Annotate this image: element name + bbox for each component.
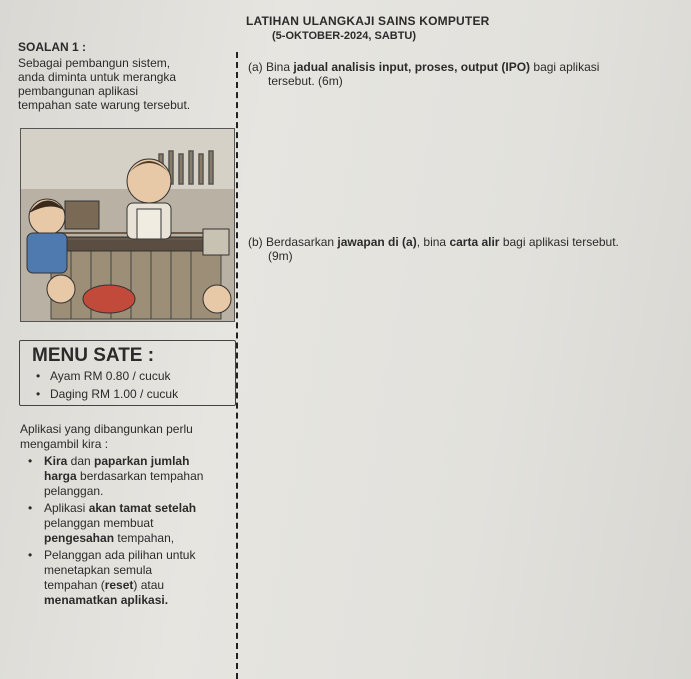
intro-line: pembangunan aplikasi <box>18 84 139 98</box>
intro-text <box>18 56 233 112</box>
req-text: berdasarkan tempahan <box>76 469 204 483</box>
req-text: dan <box>67 454 95 468</box>
req-text: ) atau <box>133 578 165 592</box>
satay-stall-illustration <box>20 128 235 322</box>
menu-title: MENU SATE : <box>32 345 155 366</box>
worksheet-date: (5-OKTOBER-2024, SABTU) <box>272 30 417 42</box>
req-text: akan tamat setelah <box>88 501 197 515</box>
qa-bold: jadual analisis input, proses, output (IPO) <box>293 60 531 74</box>
req-text: reset <box>104 578 134 592</box>
qb-marks: (9m) <box>268 249 293 263</box>
req-text: harga <box>44 469 77 483</box>
intro-line: anda diminta untuk merangka <box>18 70 177 84</box>
req-text: pelanggan membuat <box>44 516 154 530</box>
req-text: pengesahan <box>44 531 115 545</box>
intro-line: tempahan sate warung tersebut. <box>18 98 191 112</box>
requirements <box>20 422 235 610</box>
req-text: pelanggan. <box>44 484 104 498</box>
qb-bold2: carta alir <box>449 235 500 249</box>
req-item <box>20 501 235 546</box>
menu-list <box>20 367 178 403</box>
menu-item: • Ayam RM 0.80 / cucuk <box>20 367 178 385</box>
worksheet-title: LATIHAN ULANGKAJI SAINS KOMPUTER <box>246 14 490 28</box>
question-b <box>248 235 668 263</box>
req-text: menamatkan aplikasi. <box>44 593 169 607</box>
req-list <box>20 454 235 608</box>
req-text: tempahan, <box>114 531 175 545</box>
req-text: paparkan jumlah <box>94 454 190 468</box>
qb-lead: (b) Berdasarkan <box>248 235 338 249</box>
req-text: menetapkan semula <box>44 563 153 577</box>
menu-item: • Daging RM 1.00 / cucuk <box>20 385 178 403</box>
satay-stall-icon <box>21 129 234 321</box>
req-intro-line: mengambil kira : <box>20 437 109 451</box>
req-item <box>20 454 235 499</box>
qa-lead: (a) Bina <box>248 60 294 74</box>
req-text: • Pelanggan ada pilihan untuk <box>44 548 196 562</box>
req-item <box>20 548 235 608</box>
dashed-divider <box>236 52 238 679</box>
question-a <box>248 60 668 88</box>
intro-line: Sebagai pembangun sistem, <box>18 56 171 70</box>
qb-tail: bagi aplikasi tersebut. <box>499 235 619 249</box>
qb-mid: , bina <box>416 235 450 249</box>
menu-box <box>19 340 236 406</box>
req-text: tempahan ( <box>44 578 105 592</box>
question-label: SOALAN 1 : <box>18 40 87 54</box>
req-text: Kira <box>44 454 68 468</box>
req-intro-line: Aplikasi yang dibangunkan perlu <box>20 422 193 436</box>
qa-line2: tersebut. (6m) <box>268 74 343 88</box>
qb-bold1: jawapan di (a) <box>337 235 417 249</box>
qa-tail: bagi aplikasi <box>530 60 600 74</box>
req-text: Aplikasi <box>44 501 89 515</box>
